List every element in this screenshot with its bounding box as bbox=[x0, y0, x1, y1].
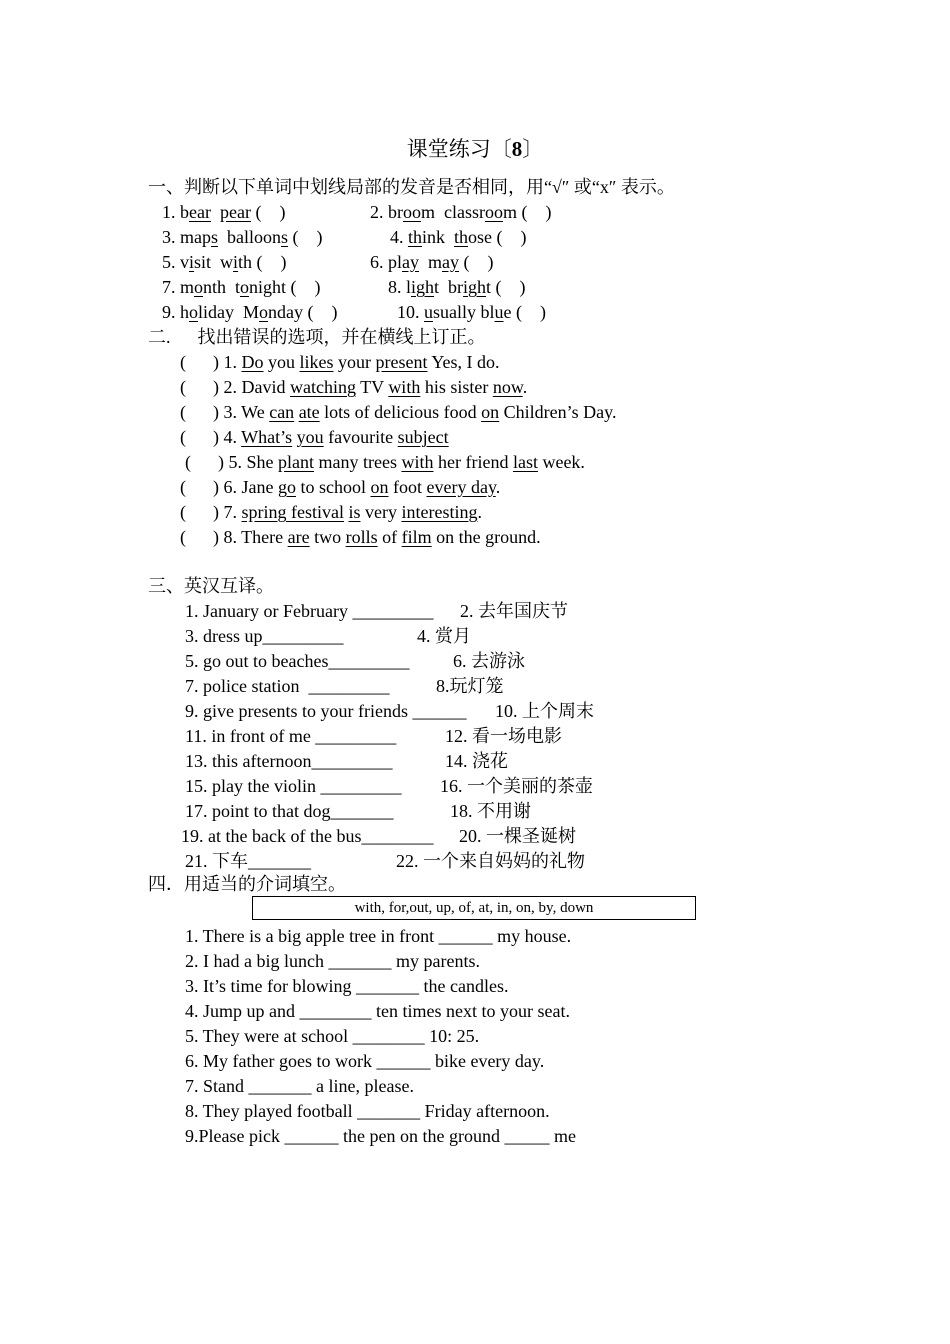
translation-item-cn: 14. 浇花 bbox=[445, 751, 508, 771]
pronunciation-text: e ( ) bbox=[503, 302, 546, 322]
error-correction-text: . bbox=[477, 502, 482, 522]
underlined-word: s bbox=[211, 227, 219, 247]
error-correction-item bbox=[185, 451, 585, 473]
error-correction-text: TV bbox=[355, 377, 389, 397]
error-correction-text: you bbox=[263, 352, 300, 372]
error-correction-item bbox=[180, 376, 527, 398]
underlined-word: th bbox=[454, 227, 469, 247]
pronunciation-text: liday M bbox=[198, 302, 259, 322]
error-correction-text: to school bbox=[295, 477, 371, 497]
pronunciation-item bbox=[162, 301, 337, 323]
underlined-word: with bbox=[388, 377, 421, 397]
underlined-word: igh bbox=[411, 277, 435, 297]
error-correction-text: . bbox=[495, 477, 501, 497]
pronunciation-text: 4. bbox=[390, 227, 408, 247]
translation-item-en: 21. 下车_______ bbox=[185, 851, 311, 871]
translation-item-en: 11. in front of me _________ bbox=[185, 726, 397, 746]
underlined-word: ear bbox=[189, 202, 211, 222]
pronunciation-item bbox=[162, 226, 323, 248]
page-title bbox=[0, 138, 950, 160]
error-correction-item bbox=[180, 401, 616, 423]
underlined-word: What’s bbox=[241, 427, 293, 447]
pronunciation-item bbox=[162, 276, 321, 298]
translation-item-cn: 4. 赏月 bbox=[417, 626, 471, 646]
section2-heading: 二. 找出错误的选项，并在横线上订正。 bbox=[148, 327, 486, 347]
underlined-word: go bbox=[277, 477, 296, 497]
error-correction-text: ( ) 2. David bbox=[180, 377, 290, 397]
underlined-word: i bbox=[233, 252, 239, 272]
pronunciation-text: nday ( ) bbox=[268, 302, 338, 322]
preposition-item: 6. My father goes to work ______ bike every day. bbox=[185, 1051, 545, 1071]
pronunciation-text: t ( ) bbox=[486, 277, 526, 297]
error-correction-text: ( ) 8. There bbox=[180, 527, 288, 547]
underlined-word: oo bbox=[484, 202, 503, 222]
error-correction-text: ( ) 4. bbox=[180, 427, 242, 447]
translation-item-en: 15. play the violin _________ bbox=[185, 776, 402, 796]
pronunciation-item bbox=[390, 226, 527, 248]
pronunciation-text: 6. pl bbox=[370, 252, 403, 272]
underlined-word: with bbox=[401, 452, 434, 472]
underlined-word: spring festival bbox=[241, 502, 344, 522]
pronunciation-text: 9. h bbox=[162, 302, 189, 322]
pronunciation-text: ink bbox=[422, 227, 455, 247]
translation-item-cn: 6. 去游泳 bbox=[453, 651, 525, 671]
preposition-item: 9.Please pick ______ the pen on the ground _____ me bbox=[185, 1126, 576, 1146]
error-correction-item bbox=[180, 426, 449, 448]
error-correction-item bbox=[180, 526, 541, 548]
translation-item-en: 13. this afternoon_________ bbox=[185, 751, 393, 771]
pronunciation-item bbox=[370, 201, 551, 223]
error-correction-text: ( ) 7. bbox=[180, 502, 242, 522]
error-correction-text: your bbox=[333, 352, 376, 372]
translation-item-cn: 2. 去年国庆节 bbox=[460, 601, 568, 621]
error-correction-item bbox=[180, 501, 482, 523]
underlined-word: o bbox=[194, 277, 204, 297]
pronunciation-text: 8. l bbox=[388, 277, 412, 297]
underlined-word: every day bbox=[426, 477, 496, 497]
underlined-word: plant bbox=[278, 452, 314, 472]
underlined-word: watching bbox=[289, 377, 356, 397]
translation-item-cn: 16. 一个美丽的茶壶 bbox=[440, 776, 593, 796]
preposition-item: 4. Jump up and ________ ten times next to your seat. bbox=[185, 1001, 570, 1021]
pronunciation-item bbox=[162, 201, 285, 223]
underlined-word: ay bbox=[442, 252, 460, 272]
underlined-word: film bbox=[401, 527, 432, 547]
pronunciation-item bbox=[162, 251, 287, 273]
error-correction-text: ( ) 6. Jane bbox=[180, 477, 278, 497]
underlined-word: o bbox=[259, 302, 268, 322]
underlined-word: ay bbox=[402, 252, 420, 272]
title-end: 〕 bbox=[522, 137, 544, 161]
translation-item-cn: 12. 看一场电影 bbox=[445, 726, 562, 746]
error-correction-text: very bbox=[360, 502, 402, 522]
underlined-word: u bbox=[424, 302, 433, 322]
underlined-word: is bbox=[348, 502, 361, 522]
underlined-word: o bbox=[189, 302, 198, 322]
underlined-word: are bbox=[287, 527, 310, 547]
error-correction-text: favourite bbox=[323, 427, 398, 447]
error-correction-text: ( ) 3. We bbox=[180, 402, 270, 422]
pronunciation-text: night ( ) bbox=[249, 277, 321, 297]
error-correction-text: Yes, I do. bbox=[427, 352, 500, 372]
underlined-word: Do bbox=[241, 352, 264, 372]
pronunciation-text: m classr bbox=[421, 202, 485, 222]
error-correction-text: Children’s Day. bbox=[499, 402, 617, 422]
translation-item-en: 7. police station _________ bbox=[185, 676, 390, 696]
underlined-word: interesting bbox=[401, 502, 478, 522]
translation-item-en: 1. January or February _________ bbox=[185, 601, 434, 621]
translation-item-cn: 20. 一棵圣诞树 bbox=[459, 826, 576, 846]
pronunciation-text: balloon bbox=[218, 227, 282, 247]
underlined-word: ate bbox=[298, 402, 320, 422]
translation-item-en: 19. at the back of the bus________ bbox=[181, 826, 434, 846]
title-text: 课堂练习〔 bbox=[406, 137, 512, 161]
pronunciation-item bbox=[397, 301, 546, 323]
error-correction-text: of bbox=[377, 527, 402, 547]
underlined-word: on bbox=[370, 477, 389, 497]
underlined-word: oo bbox=[403, 202, 421, 222]
pronunciation-text: t br bbox=[434, 277, 464, 297]
translation-item-cn: 10. 上个周末 bbox=[495, 701, 594, 721]
translation-item-en: 17. point to that dog_______ bbox=[185, 801, 394, 821]
preposition-item: 8. They played football _______ Friday afternoon. bbox=[185, 1101, 550, 1121]
pronunciation-text: nth t bbox=[203, 277, 241, 297]
underlined-word: igh bbox=[463, 277, 487, 297]
underlined-word: i bbox=[189, 252, 195, 272]
pronunciation-item bbox=[388, 276, 526, 298]
error-correction-text: week. bbox=[537, 452, 585, 472]
translation-item-en: 5. go out to beaches_________ bbox=[185, 651, 410, 671]
error-correction-text: her friend bbox=[433, 452, 513, 472]
translation-item-en: 3. dress up_________ bbox=[185, 626, 344, 646]
pronunciation-text: m bbox=[419, 252, 443, 272]
section3-heading: 三、英汉互译。 bbox=[148, 576, 274, 596]
error-correction-text: ( ) 5. She bbox=[185, 452, 278, 472]
translation-item-cn: 22. 一个来自妈妈的礼物 bbox=[396, 851, 585, 871]
underlined-word: s bbox=[281, 227, 289, 247]
error-correction-item bbox=[180, 476, 500, 498]
error-correction-text: foot bbox=[388, 477, 427, 497]
section4-heading: 四．用适当的介词填空。 bbox=[148, 874, 346, 894]
error-correction-text: two bbox=[309, 527, 346, 547]
underlined-word: you bbox=[296, 427, 324, 447]
pronunciation-text: th ( ) bbox=[238, 252, 287, 272]
pronunciation-text: ( ) bbox=[288, 227, 323, 247]
pronunciation-text: 1. b bbox=[162, 202, 189, 222]
underlined-word: can bbox=[269, 402, 295, 422]
underlined-word: last bbox=[512, 452, 538, 472]
error-correction-text: . bbox=[522, 377, 528, 397]
preposition-item: 5. They were at school ________ 10: 25. bbox=[185, 1026, 480, 1046]
pronunciation-text: 7. m bbox=[162, 277, 195, 297]
pronunciation-text: sually bl bbox=[433, 302, 495, 322]
underlined-word: o bbox=[240, 277, 250, 297]
pronunciation-text: m ( ) bbox=[502, 202, 552, 222]
underlined-word: pear bbox=[219, 202, 251, 222]
pronunciation-text: 3. map bbox=[162, 227, 211, 247]
translation-item-en: 9. give presents to your friends ______ bbox=[185, 701, 467, 721]
preposition-item: 2. I had a big lunch _______ my parents. bbox=[185, 951, 480, 971]
pronunciation-text bbox=[211, 202, 220, 222]
pronunciation-text: ( ) bbox=[250, 202, 286, 222]
preposition-item: 3. It’s time for blowing _______ the candles. bbox=[185, 976, 509, 996]
preposition-item: 1. There is a big apple tree in front ______ my house. bbox=[185, 926, 572, 946]
pronunciation-text: ose ( ) bbox=[468, 227, 527, 247]
title-number: 8 bbox=[511, 137, 523, 161]
error-correction-text: on the ground. bbox=[431, 527, 541, 547]
underlined-word: on bbox=[481, 402, 500, 422]
error-correction-text: his sister bbox=[420, 377, 493, 397]
underlined-word: u bbox=[494, 302, 504, 322]
pronunciation-text: ( ) bbox=[459, 252, 494, 272]
pronunciation-text: 5. v bbox=[162, 252, 189, 272]
underlined-word: subject bbox=[397, 427, 449, 447]
underlined-word: rolls bbox=[345, 527, 378, 547]
error-correction-text: many trees bbox=[314, 452, 402, 472]
error-correction-item bbox=[180, 351, 500, 373]
error-correction-text: lots of delicious food bbox=[319, 402, 482, 422]
underlined-word: th bbox=[408, 227, 423, 247]
section1-heading: 一、判断以下单词中划线局部的发音是否相同，用“√″ 或“x″ 表示。 bbox=[148, 177, 675, 197]
underlined-word: present bbox=[375, 352, 428, 372]
underlined-word: now bbox=[492, 377, 523, 397]
pronunciation-text: sit w bbox=[194, 252, 234, 272]
error-correction-text: ( ) 1. bbox=[180, 352, 242, 372]
preposition-item: 7. Stand _______ a line, please. bbox=[185, 1076, 414, 1096]
underlined-word: likes bbox=[299, 352, 334, 372]
translation-item-cn: 8.玩灯笼 bbox=[436, 676, 504, 696]
pronunciation-item bbox=[370, 251, 494, 273]
pronunciation-text: 2. br bbox=[370, 202, 403, 222]
word-box: with, for,out, up, of, at, in, on, by, down bbox=[252, 896, 696, 920]
translation-item-cn: 18. 不用谢 bbox=[450, 801, 531, 821]
pronunciation-text: 10. bbox=[397, 302, 424, 322]
